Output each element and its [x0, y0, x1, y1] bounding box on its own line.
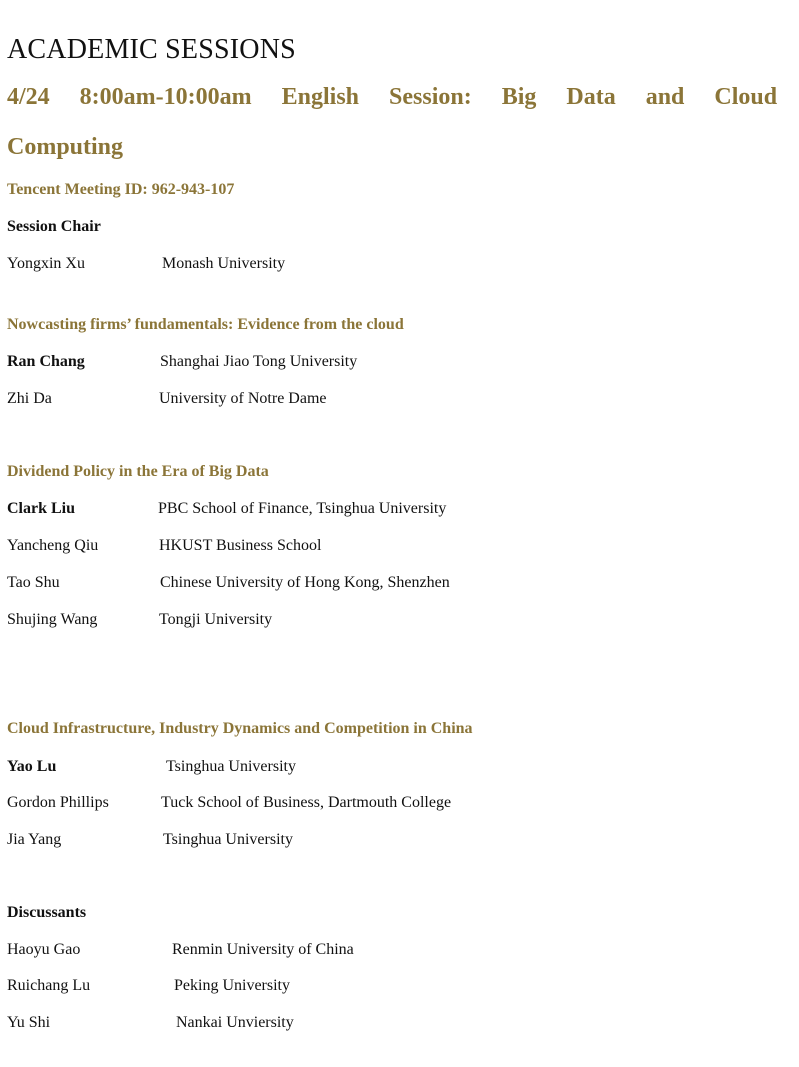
paper-title: Nowcasting firms’ fundamentals: Evidence from the cloud [7, 316, 404, 333]
chair-name: Yongxin Xu [7, 255, 85, 272]
author-name: Gordon Phillips [7, 794, 109, 811]
session-heading-line1: 4/24 8:00am-10:00am English Session: Big Data and Cloud [7, 84, 778, 110]
discussants-label: Discussants [7, 904, 87, 921]
discussant-name: Yu Shi [7, 1014, 51, 1031]
author-name: Ran Chang [7, 353, 85, 370]
author-name: Yancheng Qiu [7, 537, 99, 554]
page-title: ACADEMIC SESSIONS [7, 34, 296, 65]
paper-title: Cloud Infrastructure, Industry Dynamics and Competition in China [7, 720, 473, 737]
discussant-affiliation: Peking University [174, 977, 290, 994]
author-name: Yao Lu [7, 758, 57, 775]
author-affiliation: Tsinghua University [166, 758, 296, 775]
author-affiliation: Tuck School of Business, Dartmouth College [161, 794, 452, 811]
author-name: Jia Yang [7, 831, 62, 848]
author-name: Tao Shu [7, 574, 60, 591]
discussant-name: Ruichang Lu [7, 977, 91, 994]
discussant-affiliation: Nankai Unviersity [176, 1014, 294, 1031]
author-name: Zhi Da [7, 390, 52, 407]
author-affiliation: Shanghai Jiao Tong University [160, 353, 358, 370]
author-affiliation: PBC School of Finance, Tsinghua University [158, 500, 447, 517]
discussant-affiliation: Renmin University of China [172, 941, 354, 958]
chair-affiliation: Monash University [162, 255, 286, 272]
author-name: Clark Liu [7, 500, 76, 517]
author-affiliation: University of Notre Dame [159, 390, 327, 407]
author-name: Shujing Wang [7, 611, 98, 628]
discussant-name: Haoyu Gao [7, 941, 81, 958]
session-chair-label: Session Chair [7, 218, 101, 235]
author-affiliation: Chinese University of Hong Kong, Shenzhen [160, 574, 450, 591]
author-affiliation: Tsinghua University [163, 831, 293, 848]
author-affiliation: HKUST Business School [159, 537, 322, 554]
session-heading-line2: Computing [7, 134, 124, 160]
meeting-id: Tencent Meeting ID: 962-943-107 [7, 181, 235, 198]
author-affiliation: Tongji University [159, 611, 273, 628]
paper-title: Dividend Policy in the Era of Big Data [7, 463, 269, 480]
